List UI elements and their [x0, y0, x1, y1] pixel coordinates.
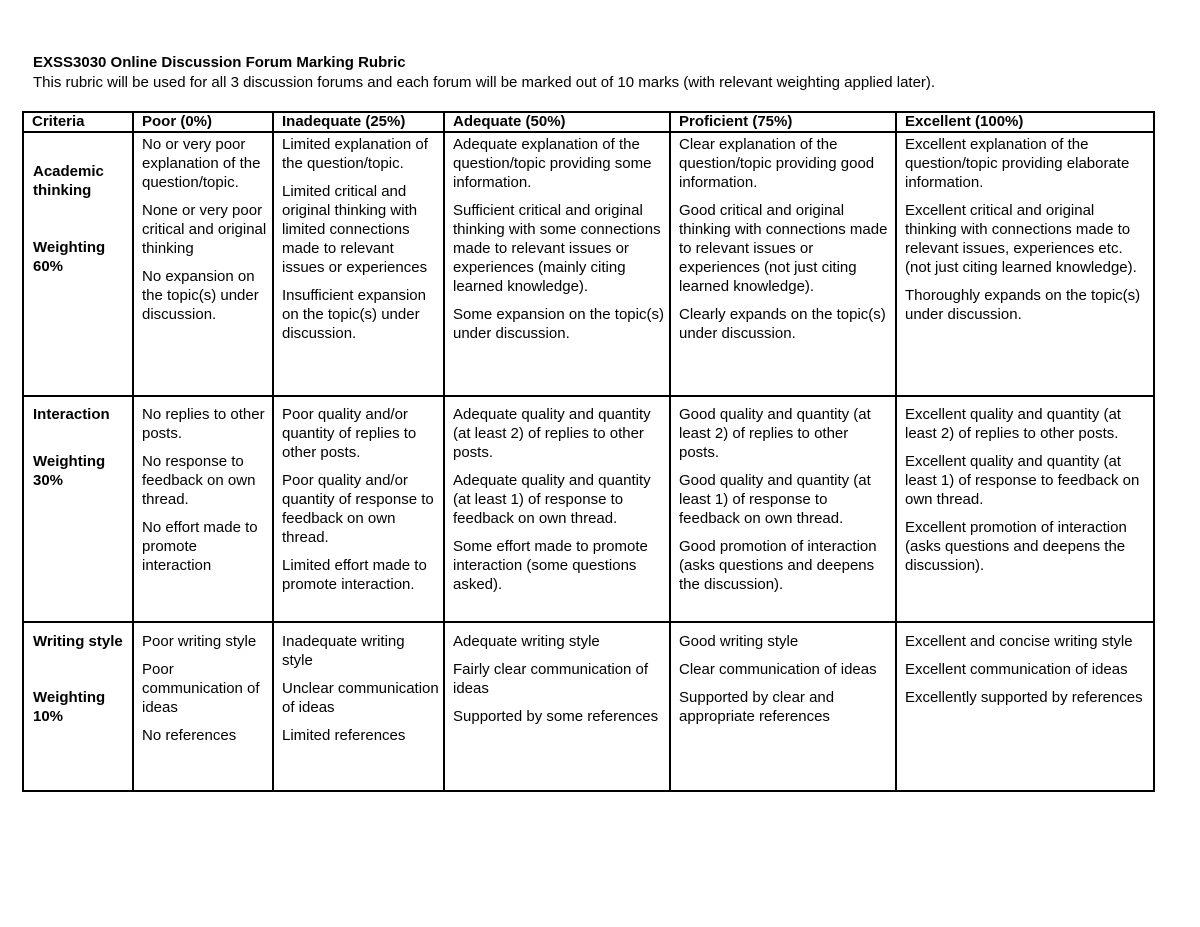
descriptor: Clear explanation of the question/topic providing good information. [679, 136, 875, 191]
descriptor: Poor quality and/or quantity of response to feedback on own thread. [282, 472, 434, 546]
descriptor: Good quality and quantity (at least 1) of response to feedback on own thread. [679, 472, 871, 527]
header-inadequate: Inadequate (25%) [273, 112, 444, 132]
criterion-cell [23, 132, 133, 396]
header-criteria: Criteria [23, 112, 133, 132]
adequate-cell [444, 622, 670, 791]
criterion-weighting: Weighting 30% [33, 453, 106, 489]
descriptor: Limited references [282, 727, 406, 744]
criterion-name: Writing style [33, 633, 123, 650]
descriptor: Limited effort made to promote interaction. [282, 557, 427, 593]
adequate-cell [444, 132, 670, 396]
descriptor: Limited explanation of the question/topic. [282, 136, 428, 172]
descriptor: Fairly clear communication of ideas [453, 661, 649, 697]
descriptor: Poor quality and/or quantity of replies to other posts. [282, 406, 417, 461]
descriptor: Supported by clear and appropriate references [679, 689, 835, 725]
descriptor: Thoroughly expands on the topic(s) under discussion. [905, 287, 1141, 323]
descriptor: Supported by some references [453, 708, 659, 725]
header-poor: Poor (0%) [133, 112, 273, 132]
descriptor: Limited critical and original thinking with limited connections made to relevant issues or experiences [282, 183, 428, 276]
inadequate-cell [273, 396, 444, 622]
criterion-weighting: Weighting 10% [33, 689, 106, 725]
header-proficient: Proficient (75%) [670, 112, 896, 132]
descriptor: Good writing style [679, 633, 799, 650]
table-row [23, 396, 1154, 622]
criterion-weighting: Weighting 60% [33, 239, 106, 275]
descriptor: Excellent promotion of interaction (asks questions and deepens the discussion). [905, 519, 1127, 574]
poor-cell [133, 622, 273, 791]
descriptor: Clearly expands on the topic(s) under discussion. [679, 306, 886, 342]
document-title: EXSS3030 Online Discussion Forum Marking Rubric [33, 54, 406, 71]
excellent-cell [896, 396, 1154, 622]
descriptor: No or very poor explanation of the question/topic. [142, 136, 261, 191]
inadequate-cell [273, 132, 444, 396]
descriptor: No references [142, 727, 237, 744]
descriptor: Excellent quality and quantity (at least 1) of response to feedback on own thread. [905, 453, 1140, 508]
proficient-cell [670, 622, 896, 791]
descriptor: Excellent quality and quantity (at least 2) of replies to other posts. [905, 406, 1121, 442]
criterion-name: Academic thinking [33, 163, 104, 199]
descriptor: None or very poor critical and original thinking [142, 202, 267, 257]
descriptor: Insufficient expansion on the topic(s) under discussion. [282, 287, 426, 342]
descriptor: Poor writing style [142, 633, 257, 650]
criterion-cell [23, 396, 133, 622]
descriptor: Good critical and original thinking with connections made to relevant issues or experiences (not just citing learned knowledge). [679, 202, 888, 295]
header-excellent: Excellent (100%) [896, 112, 1154, 132]
header-adequate: Adequate (50%) [444, 112, 670, 132]
criterion-cell [23, 622, 133, 791]
poor-cell [133, 396, 273, 622]
document-subtitle: This rubric will be used for all 3 discussion forums and each forum will be marked out of 10 marks (with relevant weighting applied later). [33, 74, 936, 91]
descriptor: Excellent and concise writing style [905, 633, 1133, 650]
descriptor: Excellently supported by references [905, 689, 1143, 706]
descriptor: No response to feedback on own thread. [142, 453, 256, 508]
descriptor: No expansion on the topic(s) under discussion. [142, 268, 259, 323]
rubric-table [22, 111, 1155, 792]
descriptor: Adequate quality and quantity (at least 2) of replies to other posts. [453, 406, 651, 461]
descriptor: Poor communication of ideas [142, 661, 260, 716]
header-row [23, 112, 1154, 132]
excellent-cell [896, 622, 1154, 791]
descriptor: Excellent explanation of the question/topic providing elaborate information. [905, 136, 1130, 191]
descriptor: Clear communication of ideas [679, 661, 877, 678]
table-row [23, 132, 1154, 396]
descriptor: No replies to other posts. [142, 406, 265, 442]
descriptor: Adequate quality and quantity (at least 1) of response to feedback on own thread. [453, 472, 651, 527]
excellent-cell [896, 132, 1154, 396]
descriptor: Some effort made to promote interaction (some questions asked). [453, 538, 648, 593]
poor-cell [133, 132, 273, 396]
descriptor: Excellent critical and original thinking with connections made to relevant issues, experiences etc. (not just citing learned knowledge). [905, 202, 1137, 276]
descriptor: Good promotion of interaction (asks questions and deepens the discussion). [679, 538, 877, 593]
descriptor: Adequate writing style [453, 633, 600, 650]
descriptor: No effort made to promote interaction [142, 519, 258, 574]
criterion-name: Interaction [33, 406, 110, 423]
proficient-cell [670, 132, 896, 396]
descriptor: Sufficient critical and original thinking with some connections made to relevant issues or experiences (mainly citing learned knowledge). [453, 202, 661, 295]
descriptor: Adequate explanation of the question/topic providing some information. [453, 136, 652, 191]
descriptor: Good quality and quantity (at least 2) of replies to other posts. [679, 406, 871, 461]
descriptor: Excellent communication of ideas [905, 661, 1128, 678]
proficient-cell [670, 396, 896, 622]
descriptor: Unclear communication of ideas [282, 680, 439, 716]
descriptor: Some expansion on the topic(s) under discussion. [453, 306, 664, 342]
inadequate-cell [273, 622, 444, 791]
descriptor: Inadequate writing style [282, 633, 405, 669]
adequate-cell [444, 396, 670, 622]
table-row [23, 622, 1154, 791]
